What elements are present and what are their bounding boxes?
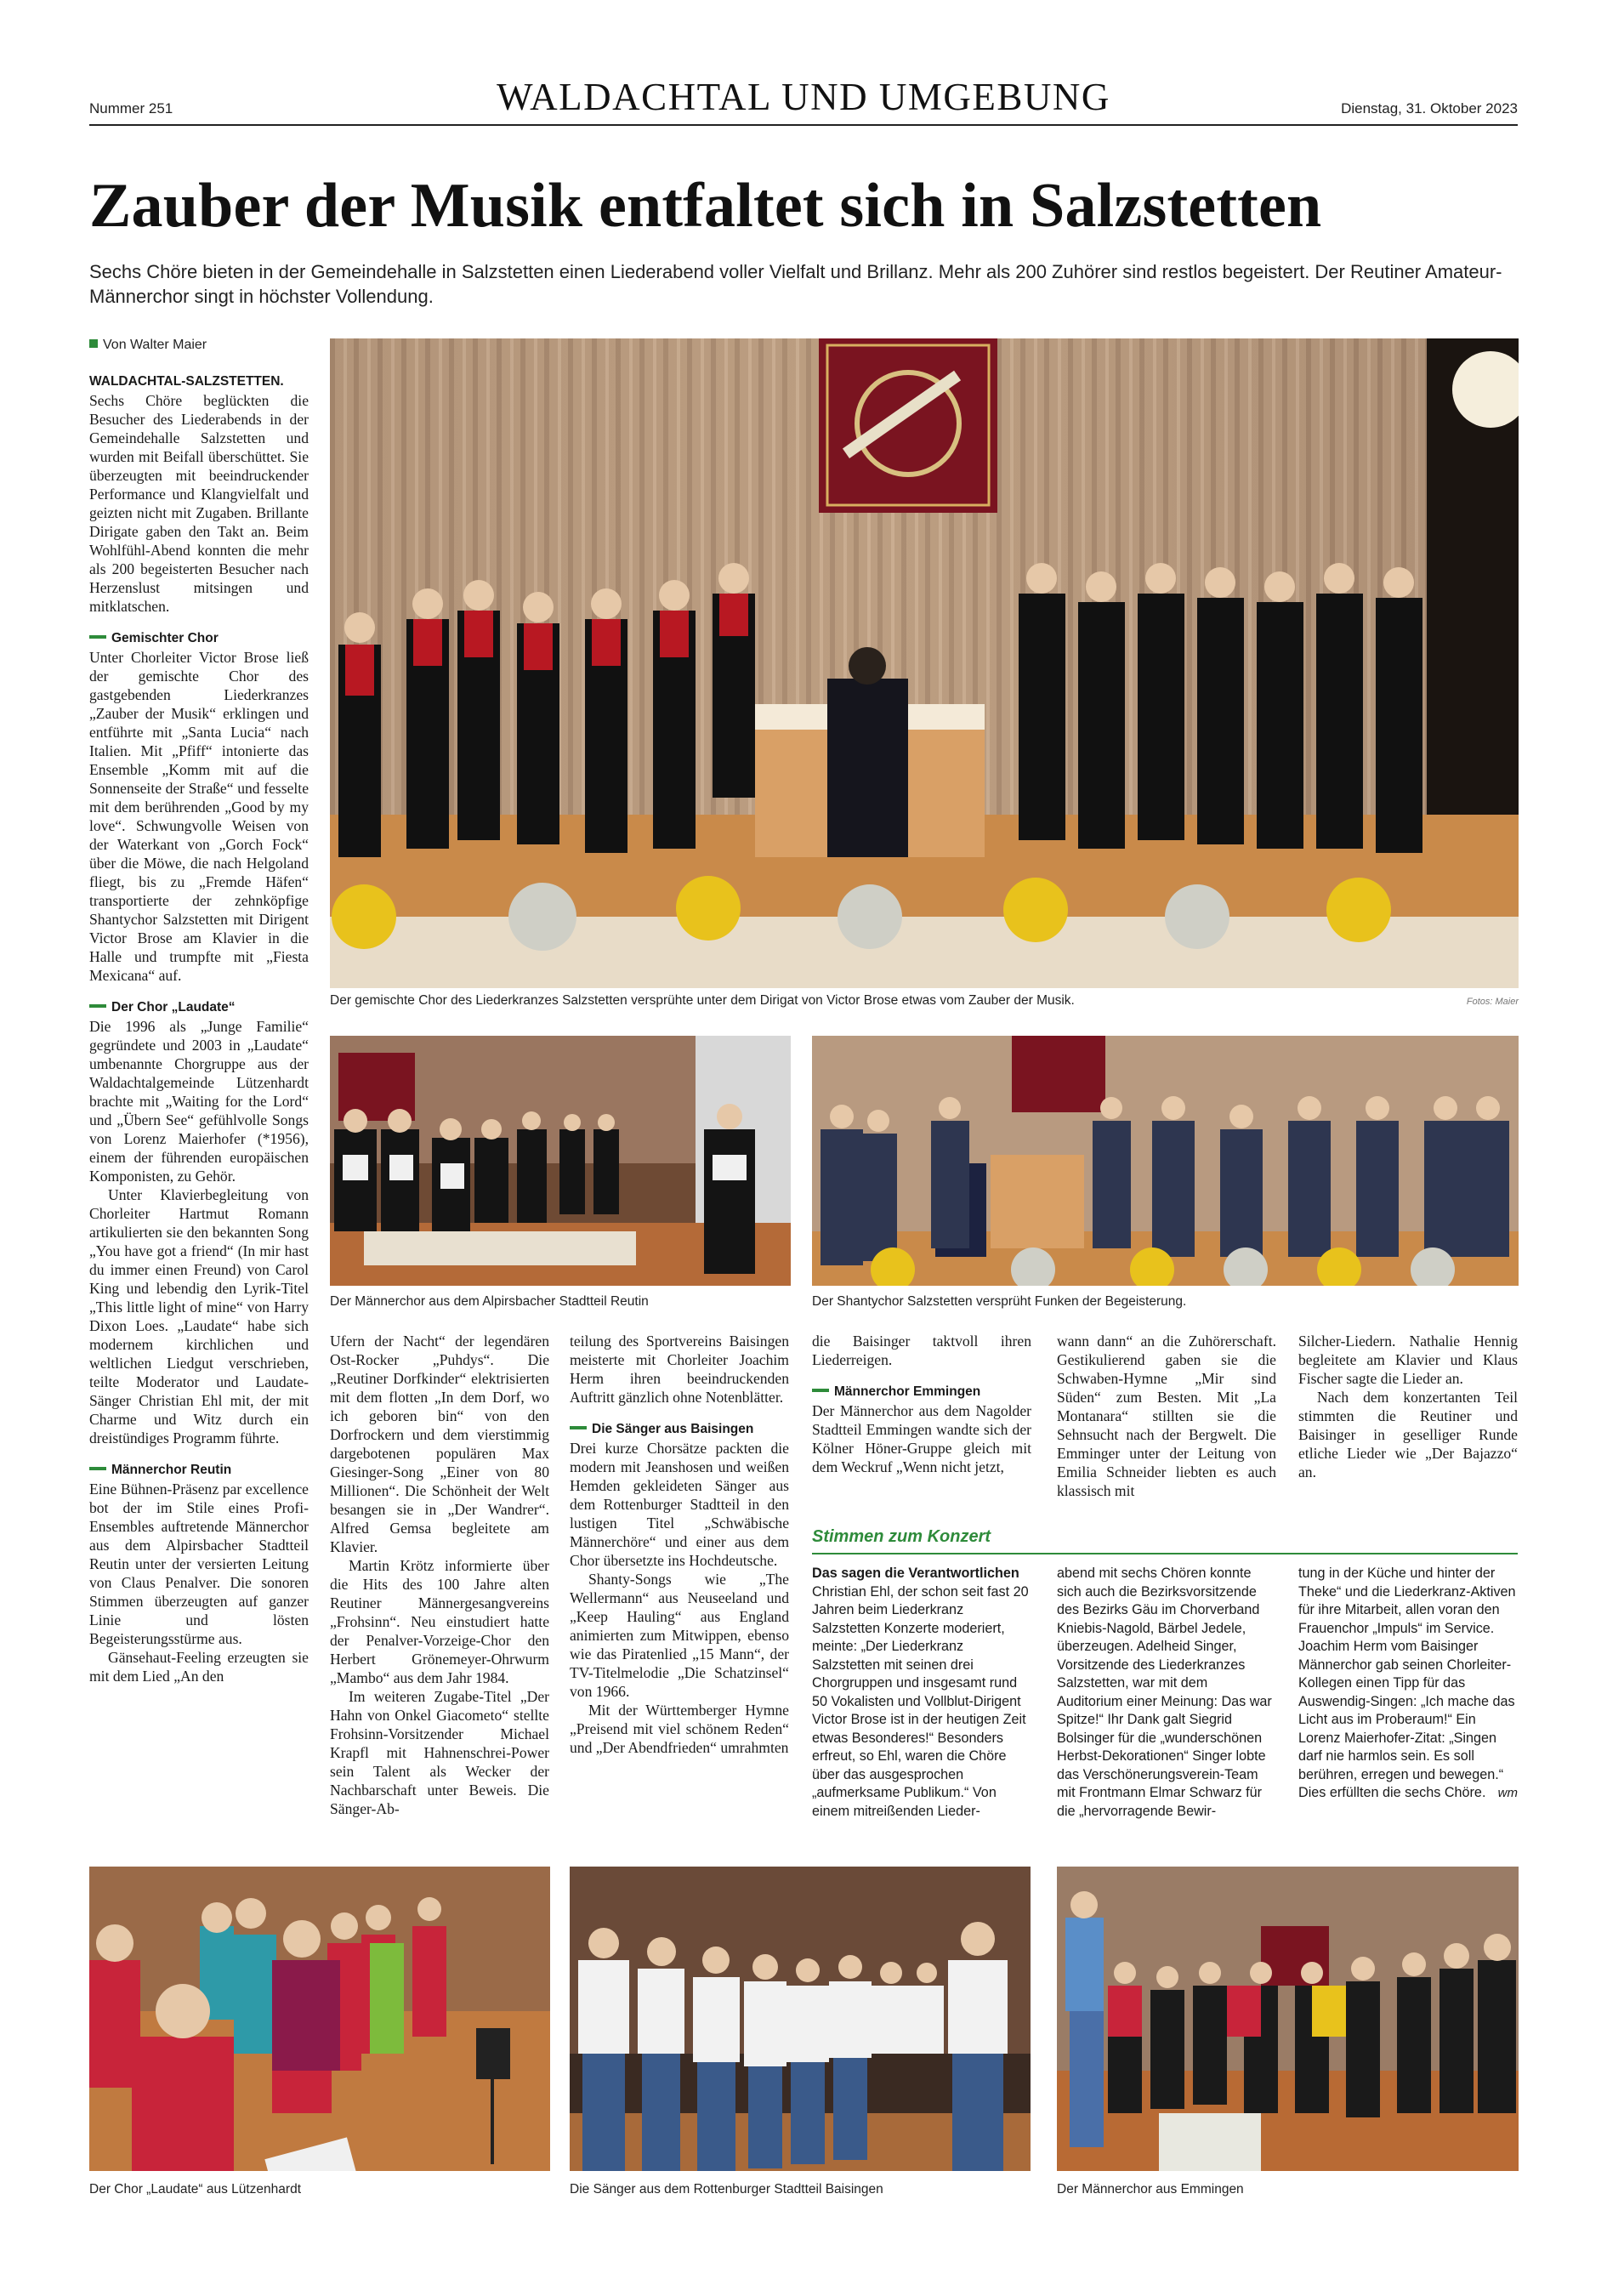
heading-marker — [812, 1389, 829, 1392]
section-heading — [89, 998, 309, 1017]
photo-credit: Fotos: Maier — [1466, 997, 1519, 1007]
byline — [89, 338, 207, 353]
dateline: WALDACHTAL-SALZSTETTEN. — [89, 374, 284, 389]
main-photo-mixed-choir — [330, 338, 1519, 988]
issue-date: Dienstag, 31. Oktober 2023 — [1341, 100, 1518, 117]
section-heading — [570, 1420, 789, 1439]
paragraph: wann dann“ an die Zuhörerschaft. Gestikulierend gaben sie die Schwaben-Hymne „Mir sind Süden“ zum Besten. Mit „La Montanara“ stillten sie die Sehnsucht nach der Bergwelt. Die Emminger unter der Leitung von Emilia Schneider liebten es auch klassisch mit — [1057, 1333, 1276, 1499]
info-box-column-1 — [812, 1565, 1031, 1821]
section-heading — [812, 1383, 1031, 1401]
author-signature: wm — [1497, 1786, 1518, 1800]
heading-marker — [89, 635, 106, 639]
section-heading-text: Die Sänger aus Baisingen — [592, 1422, 754, 1436]
paragraph: Mit der Württemberger Hymne „Preisend mit viel schönem Reden“ und „Der Abendfrieden“ umrahmten — [570, 1702, 789, 1756]
article-column-2 — [330, 1332, 549, 1818]
article-column-5 — [1057, 1332, 1276, 1500]
photo-baisingen-choir — [570, 1867, 1031, 2171]
photo-emmingen-choir — [1057, 1867, 1519, 2171]
paragraph: Gänsehaut-Feeling erzeugten sie mit dem Lied „An den — [89, 1649, 309, 1685]
heading-marker — [570, 1426, 587, 1429]
info-box-title: Stimmen zum Konzert — [812, 1527, 991, 1546]
masthead-rule — [89, 124, 1518, 126]
info-box-column-3 — [1298, 1565, 1518, 1803]
headline: Zauber der Musik entfaltet sich in Salzstetten — [89, 171, 1322, 241]
info-box-rule — [812, 1553, 1518, 1554]
subhead: Sechs Chöre bieten in der Gemeindehalle in Salzstetten einen Liederabend voller Vielfalt und Brillanz. Mehr als 200 Zuhörer sind restlos begeistert. Der Reutiner Amateur- Männerchor singt in höchster Vollendung. — [89, 261, 1502, 307]
emmingen-caption: Der Männerchor aus Emmingen — [1057, 2182, 1244, 2197]
paragraph: Shanty-Songs wie „The Wellermann“ aus Neuseeland und „Keep Hauling“ aus England animierten zum Mitwippen, ebenso wie das Piratenlied „15 Mann“, der TV-Titelmelodie „Die Schatzinsel“ von 1966. — [570, 1571, 789, 1700]
article-column-3 — [570, 1332, 789, 1757]
paragraph: Im weiteren Zugabe-Titel „Der Hahn von Onkel Giacometo“ stellte Frohsinn-Vorsitzender Michael Krapfl mit Hahnenschrei-Power sein Talent als Wecker der Nachbarschaft unter Beweis. Die Sänger-Ab- — [330, 1688, 549, 1817]
section-heading — [89, 629, 309, 648]
info-box-lead: Das sagen die Verantwortlichen — [812, 1566, 1019, 1581]
laudate-caption: Der Chor „Laudate“ aus Lützenhardt — [89, 2182, 302, 2197]
photo-reutin-choir — [330, 1036, 791, 1286]
article-column-1 — [89, 371, 309, 1685]
article-column-6 — [1298, 1332, 1518, 1481]
section-heading-text: Männerchor Emmingen — [834, 1384, 981, 1399]
byline-text: Von Walter Maier — [103, 338, 207, 352]
byline-marker — [89, 339, 98, 348]
paragraph: die Baisinger taktvoll ihren Liederreigen. — [812, 1333, 1031, 1368]
info-box-text: tung in der Küche und hinter der Theke“ und die Liederkranz-Aktiven für ihre Mitarbeit, allen voran den Frauenchor „Impuls“ im Service. Joachim Herm vom Baisinger Männerchor gab seinen Chorleiter-Kollegen einen Tipp für das Auswendig-Singen: „Ich mache das Licht aus im Proberaum!“ Ein Lorenz Maierhofer-Zitat: „Singen darf nie harmlos sein. Es soll berühren, erregen und bewegen.“ Dies erfüllten die sechs Chöre. — [1298, 1566, 1516, 1800]
section-heading — [89, 1461, 309, 1480]
section-heading-text: Gemischter Chor — [111, 631, 219, 645]
section-heading-text: Der Chor „Laudate“ — [111, 1000, 236, 1014]
shanty-caption: Der Shantychor Salzstetten versprüht Funken der Begeisterung. — [812, 1294, 1187, 1309]
baisingen-caption: Die Sänger aus dem Rottenburger Stadtteil Baisingen — [570, 2182, 883, 2197]
paragraph: Ufern der Nacht“ der legendären Ost-Rocker „Puhdys“. Die „Reutiner Dorfkinder“ elektrisierten mit dem flotten „In dem Dorf, wo ich geboren bin“ von den Dorfrockern und dem vierstimmig dargebotenen populären Max Giesinger-Song „Einer von 80 Millionen“. Die Schönheit der Welt besangen sie in „Der Wandrer“. Alfred Gemsa begleitete am Klavier. — [330, 1333, 549, 1555]
photo-laudate-choir — [89, 1867, 550, 2171]
paragraph: Unter Klavierbegleitung von Chorleiter Hartmut Romann artikulierten sie den bekannten Song „You have got a friend“ (In mir hast du immer einen Freund) von Carol King und lebendig den Lyrik-Titel „This little light of mine“ von Harry Dixon Loes. „Laudate“ habe sich modernem kirchlichen und weltlichen Liedgut verschrieben, teilte Moderator und Laudate-Sänger Christian Ehl mit, der mit Charme und Witz durch ein dreistündiges Programm führte. — [89, 1186, 309, 1446]
heading-marker — [89, 1004, 106, 1008]
article-column-4 — [812, 1332, 1031, 1476]
heading-marker — [89, 1467, 106, 1470]
section-heading-text: Männerchor Reutin — [111, 1463, 232, 1477]
paragraph: Der Männerchor aus dem Nagolder Stadtteil Emmingen wandte sich der Kölner Höner-Gruppe gleich mit dem Weckruf „Wenn nicht jetzt, — [812, 1402, 1031, 1475]
section-title: WALDACHTAL UND UMGEBUNG — [497, 76, 1110, 118]
paragraph: Sechs Chöre beglückten die Besucher des Liederabends in der Gemeindehalle Salzstetten und wurden mit Beifall überschüttet. Sie überzeugten mit beeindruckender Performance und Klangvielfalt und geizten nicht mit Zugaben. Brillante Dirigate gaben den Takt an. Beim Wohlfühl-Abend konnten die mehr als 200 begeisterten Besucher nach Herzenslust mitsingen und mitklatschen. — [89, 392, 309, 615]
reutin-caption: Der Männerchor aus dem Alpirsbacher Stadtteil Reutin — [330, 1294, 649, 1309]
info-box-column-2: abend mit sechs Chören konnte sich auch die Bezirksvorsitzende des Bezirks Gäu im Chorverband Kniebis-Nagold, Bärbel Jedele, überzeugen. Adelheid Singer, Vorsitzende des Liederkranzes Salzstetten, war mit dem Auditorium einer Meinung: Das war Spitze!“ Ihr Dank galt Siegrid Bolsinger für die „wunderschönen Herbst-Dekorationen“ Singer lobte das Verschönerungsverein-Team mit Frontmann Elmar Schwarz für die „hervorragende Bewir- — [1057, 1566, 1272, 1819]
paragraph: Eine Bühnen-Präsenz par excellence bot der im Stile eines Profi-Ensembles auftretende Männerchor aus dem Alpirsbacher Stadtteil Reutin unter der versierten Leitung von Claus Penalver. Die sonoren Stimmen überzeugten auf ganzer Linie und lösten Begeisterungsstürme aus. — [89, 1480, 309, 1647]
paragraph: Nach dem konzertanten Teil stimmten die Reutiner und Baisinger in geselliger Runde etliche Lieder wie „Der Bajazzo“ an. — [1298, 1389, 1518, 1480]
info-box-text: Christian Ehl, der schon seit fast 20 Jahren beim Liederkranz Salzstetten Konzerte moderiert, meinte: „Der Liederkranz Salzstetten mit seinen drei Chorgruppen und insgesamt rund 50 Vokalisten und Vollblut-Dirigent Victor Brose ist in der heutigen Zeit etwas Besonderes!“ Besonders erfreut, so Ehl, waren die Chöre über das ausgesprochen „aufmerksame Publikum.“ Von einem mitreißenden Lieder- — [812, 1583, 1029, 1819]
main-photo-caption: Der gemischte Chor des Liederkranzes Salzstetten versprühte unter dem Dirigat von Victor Brose etwas vom Zauber der Musik. — [330, 993, 1075, 1008]
paragraph: Die 1996 als „Junge Familie“ gegründete und 2003 in „Laudate“ umbenannte Chorgruppe aus der Waldachtalgemeinde Lützenhardt brachte mit „Waiting for the Lord“ und „Übern See“ gefühlvolle Songs von Lorenz Maierhofer (*1956), einem der führenden europäischen Komponisten, zu Gehör. — [89, 1018, 309, 1185]
paragraph: Drei kurze Chorsätze packten die modern mit Jeanshosen und weißen Hemden gekleideten Sänger aus dem Rottenburger Stadtteil in den lustigen Titel „Schwäbische Männerchöre“ und einer aus dem Chor übersetzte ins Hochdeutsche. — [570, 1440, 789, 1569]
paragraph: Martin Krötz informierte über die Hits des 100 Jahre alten Reutiner Männergesangvereins „Frohsinn“. Neu einstudiert hatte der Penalver-Vorzeige-Chor den Herbert Grönemeyer-Ohrwurm „Mambo“ aus dem Jahr 1984. — [330, 1557, 549, 1686]
photo-shanty-choir — [812, 1036, 1519, 1286]
paragraph: Unter Chorleiter Victor Brose ließ der gemischte Chor des gastgebenden Liederkranzes „Zauber der Musik“ erklingen und entführte mit „Santa Lucia“ nach Italien. Mit „Pfiff“ intonierte das Ensemble „Komm mit auf die Sonnenseite der Straße“ und fesselte mit dem berührenden „Good by my love“. Schwungvolle Weisen von der Waterkant von „Gorch Fock“ über die Möwe, die nach Helgoland fliegt, bis zu „Fremde Häfen“ transportierte der zehnköpfige Shantychor Salzstetten mit Dirigent Victor Brose am Klavier in die Halle und trumpfte mit „Fiesta Mexicana“ auf. — [89, 649, 309, 984]
paragraph: teilung des Sportvereins Baisingen meisterte mit Chorleiter Joachim Herm ihren beeindruckenden Auftritt gänzlich ohne Notenblätter. — [570, 1333, 789, 1406]
issue-number: Nummer 251 — [89, 100, 173, 117]
paragraph: Silcher-Liedern. Nathalie Hennig begleitete am Klavier und Klaus Fischer sagte die Lieder an. — [1298, 1333, 1518, 1387]
